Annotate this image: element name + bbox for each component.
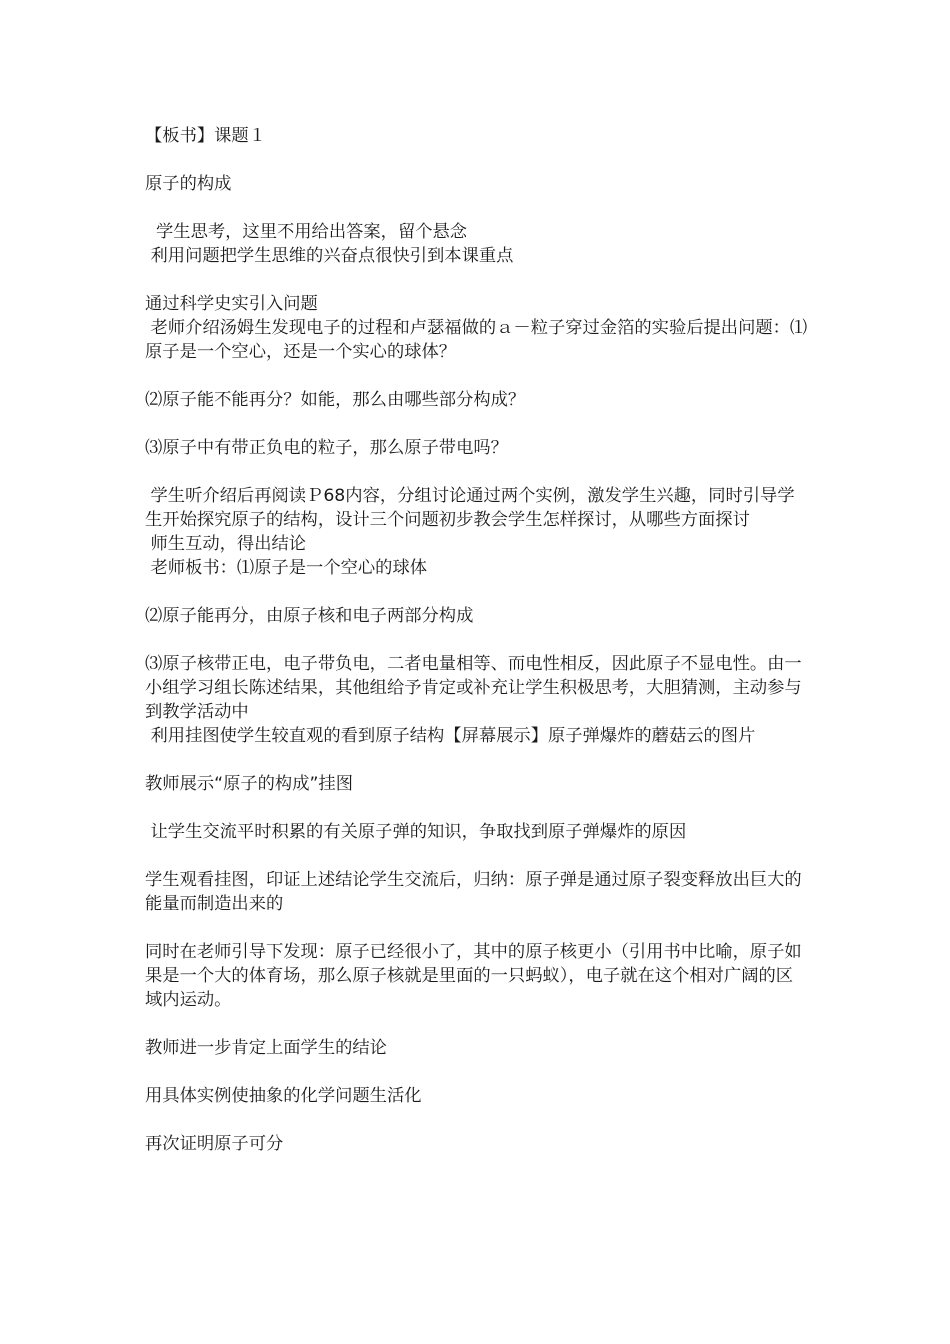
paragraph: 让学生交流平时积累的有关原子弹的知识，争取找到原子弹爆炸的原因	[145, 822, 687, 842]
paragraph: 再次证明原子可分	[145, 1134, 284, 1154]
paragraph: ⑶原子核带正电，电子带负电，二者电量相等、而电性相反，因此原子不显电性。由一小组学习组长陈述结果，其他组给予肯定或补充让学生积极思考，大胆猜测，主动参与到教学活动中	[145, 654, 802, 722]
paragraph: 用具体实例使抽象的化学问题生活化	[145, 1086, 422, 1106]
paragraph: 同时在老师引导下发现：原子已经很小了，其中的原子核更小（引用书中比喻，原子如果是一个大的体育场，那么原子核就是里面的一只蚂蚁），电子就在这个相对广阔的区域内运动。	[145, 942, 802, 1010]
paragraph: 学生听介绍后再阅读Ｐ68内容，分组讨论通过两个实例，激发学生兴趣，同时引导学生开始探究原子的结构，设计三个问题初步教会学生怎样探讨，从哪些方面探讨	[145, 486, 795, 530]
paragraph: 学生观看挂图，印证上述结论学生交流后，归纳：原子弹是通过原子裂变释放出巨大的能量而制造出来的	[145, 870, 802, 914]
paragraph: ⑶原子中有带正负电的粒子，那么原子带电吗？	[145, 438, 508, 458]
paragraph: 教师展示“原子的构成”挂图	[145, 774, 353, 794]
lesson-title: 原子的构成	[145, 174, 232, 194]
paragraph: 师生互动，得出结论	[145, 534, 307, 554]
paragraph: ⑵原子能不能再分？如能，那么由哪些部分构成？	[145, 390, 526, 410]
paragraph: ⑵原子能再分，由原子核和电子两部分构成	[145, 606, 474, 626]
paragraph: 学生思考，这里不用给出答案，留个悬念	[145, 222, 468, 242]
document-body	[145, 124, 810, 1156]
paragraph: 利用问题把学生思维的兴奋点很快引到本课重点	[145, 246, 514, 266]
paragraph: 老师介绍汤姆生发现电子的过程和卢瑟福做的ａ－粒子穿过金箔的实验后提出问题：⑴原子是一个空心，还是一个实心的球体？	[145, 318, 808, 362]
paragraph: 老师板书：⑴原子是一个空心的球体	[145, 558, 428, 578]
paragraph: 教师进一步肯定上面学生的结论	[145, 1038, 387, 1058]
paragraph: 利用挂图使学生较直观的看到原子结构【屏幕展示】原子弹爆炸的蘑菇云的图片	[145, 726, 756, 746]
paragraph: 通过科学史实引入问题	[145, 294, 318, 314]
heading-board-title: 【板书】课题１	[145, 126, 266, 146]
